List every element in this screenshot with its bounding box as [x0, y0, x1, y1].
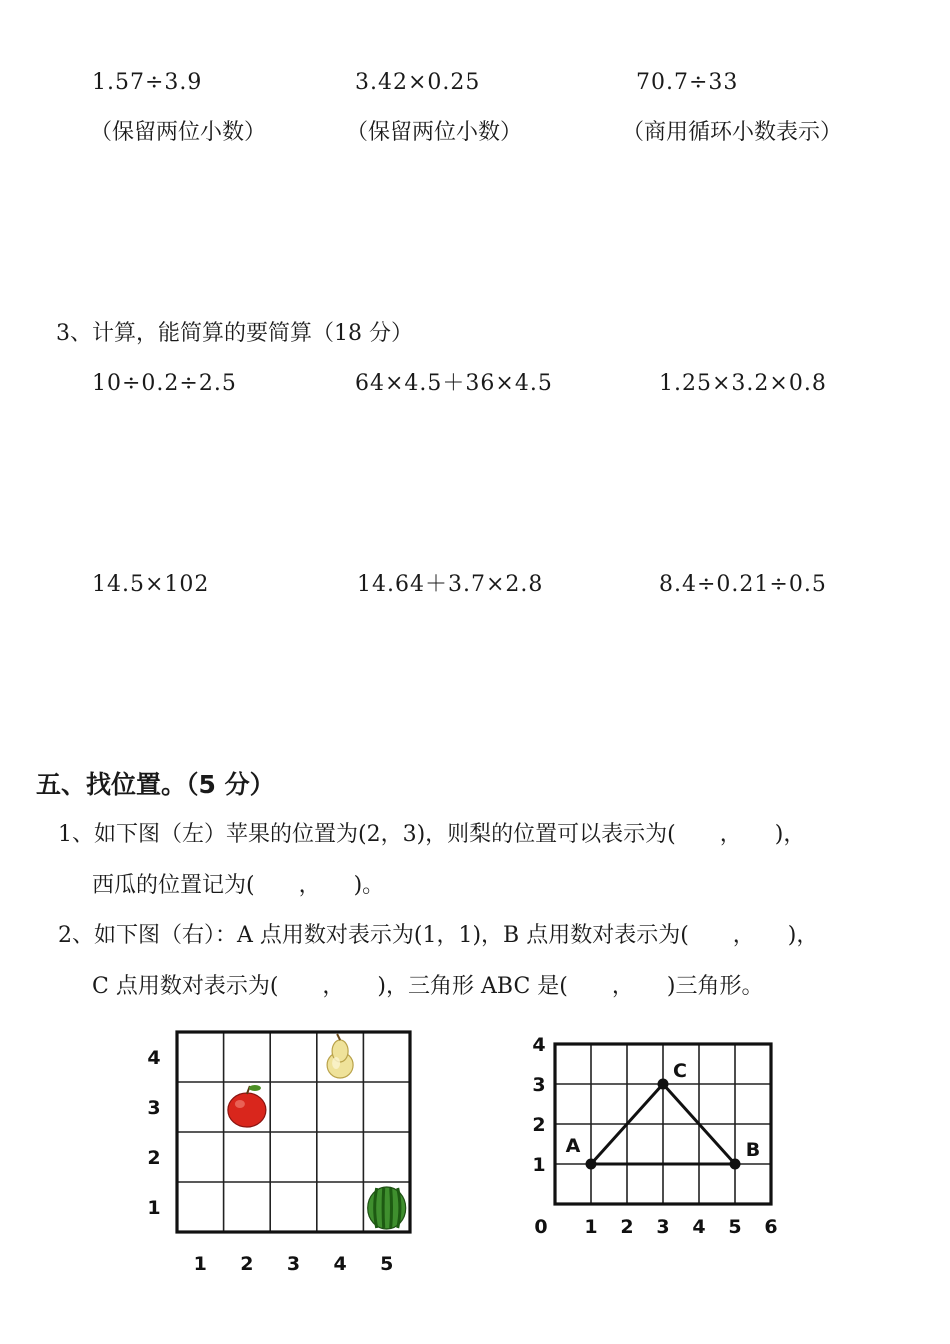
q3-expr-b1: 14.5×102 [92, 572, 210, 597]
expr-1-57-div-3-9: 1.57÷3.9 [92, 70, 203, 95]
left-grid-x-label: 3 [286, 1253, 301, 1275]
right-grid-x-label: 0 [534, 1216, 548, 1238]
left-grid-y-label: 1 [147, 1197, 161, 1219]
point-b-label: B [745, 1139, 761, 1161]
q3-expr-b3: 8.4÷0.21÷0.5 [659, 572, 827, 597]
q1-line-1: 1、如下图（左）苹果的位置为(2，3)，则梨的位置可以表示为( ， )， [58, 822, 806, 847]
apple-icon [228, 1085, 266, 1127]
pear-icon [327, 1034, 353, 1078]
left-grid-figure [130, 1020, 430, 1285]
left-grid-x-label: 4 [333, 1253, 347, 1275]
right-grid-y-label: 2 [532, 1114, 546, 1136]
q3-expr-a3: 1.25×3.2×0.8 [659, 371, 827, 396]
left-grid-x-label: 1 [193, 1253, 207, 1275]
right-grid-x-label: 3 [656, 1216, 670, 1238]
right-grid-x-label: 5 [728, 1216, 742, 1238]
expr-70-7-div-33: 70.7÷33 [636, 70, 739, 95]
right-grid-x-label: 6 [764, 1216, 778, 1238]
left-grid-y-label: 3 [147, 1097, 161, 1119]
left-grid-x-label: 5 [380, 1253, 394, 1275]
right-grid-lines [555, 1044, 771, 1204]
right-grid-x-label: 4 [692, 1216, 706, 1238]
note-repeating-decimal: （商用循环小数表示） [622, 120, 843, 145]
left-grid-x-label: 2 [240, 1253, 254, 1275]
point-c-label: C [673, 1060, 687, 1082]
expr-3-42-times-0-25: 3.42×0.25 [355, 70, 481, 95]
point-a-dot [586, 1159, 597, 1170]
left-grid-y-label: 4 [147, 1047, 161, 1069]
section-5-heading: 五、找位置。（5 分） [36, 770, 275, 799]
right-grid-x-label: 2 [620, 1216, 634, 1238]
left-grid-y-label: 2 [147, 1147, 161, 1169]
point-b-dot [730, 1159, 741, 1170]
q3-title: 3、计算，能简算的要简算（18 分） [56, 321, 413, 346]
point-c-dot [658, 1079, 669, 1090]
q3-expr-b2: 14.64＋3.7×2.8 [357, 572, 544, 597]
right-grid-x-label: 1 [584, 1216, 598, 1238]
note-two-decimals-1: （保留两位小数） [90, 120, 267, 145]
right-grid-y-label: 1 [532, 1154, 546, 1176]
q2-line-1: 2、如下图（右）：A 点用数对表示为(1，1)，B 点用数对表示为( ， )， [58, 923, 819, 948]
right-grid-y-label: 4 [532, 1034, 546, 1056]
point-a-label: A [565, 1135, 581, 1157]
q3-expr-a1: 10÷0.2÷2.5 [92, 371, 237, 396]
q2-line-2: C 点用数对表示为( ， )，三角形 ABC 是( ， )三角形。 [92, 974, 764, 999]
note-two-decimals-2: （保留两位小数） [346, 120, 523, 145]
right-grid-figure [520, 1030, 790, 1245]
q1-line-2: 西瓜的位置记为( ， )。 [92, 873, 385, 898]
right-grid-y-label: 3 [532, 1074, 546, 1096]
q3-expr-a2: 64×4.5＋36×4.5 [355, 371, 553, 396]
watermelon-icon [368, 1187, 406, 1229]
